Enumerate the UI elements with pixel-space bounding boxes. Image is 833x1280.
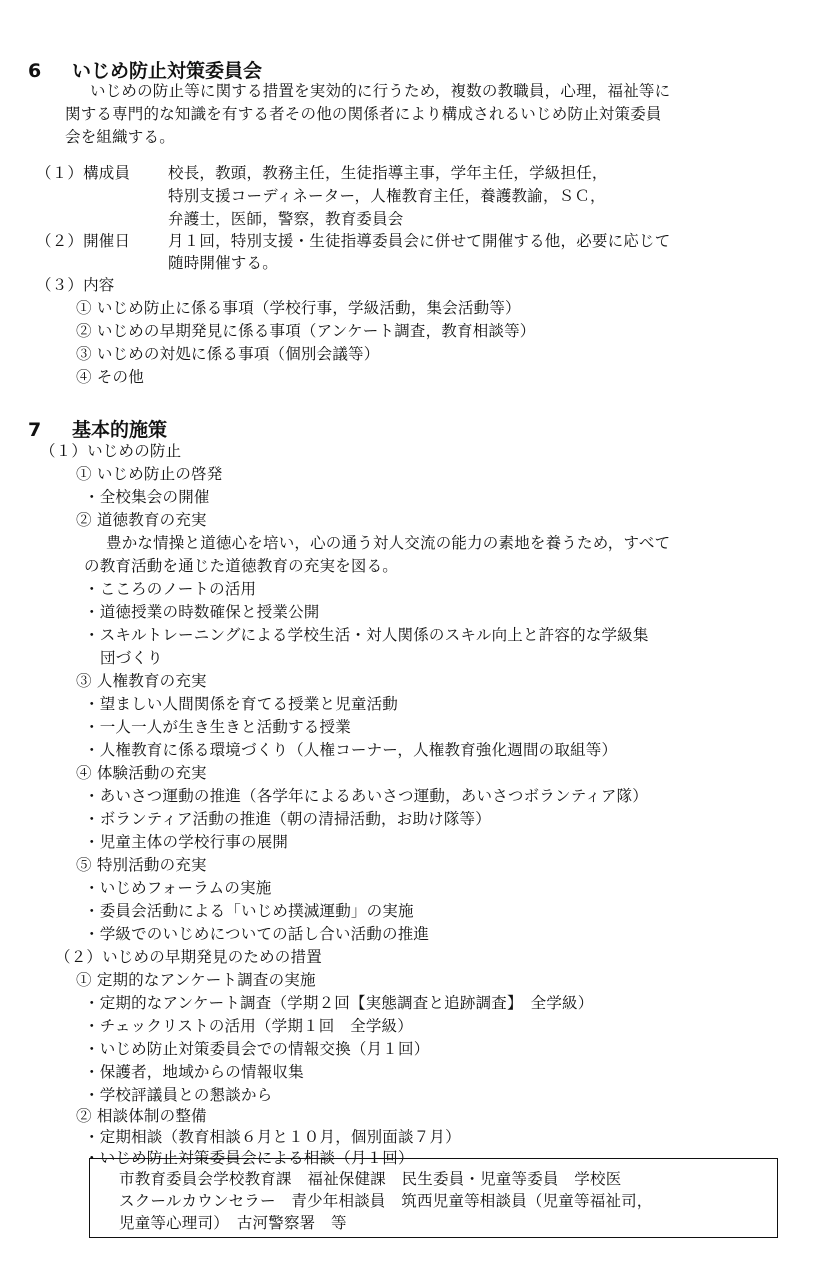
- section-6-heading: [28, 59, 262, 83]
- sub1-item-4-bullet-1: ・あいさつ運動の推進（各学年によるあいさつ運動，あいさつボランティア隊）: [84, 787, 648, 805]
- section-7-heading: [28, 418, 167, 442]
- sub1-item-4-bullet-3: ・児童主体の学校行事の展開: [84, 833, 289, 851]
- content-item-1: ① いじめ防止に係る事項（学校行事，学級活動，集会活動等）: [76, 299, 521, 317]
- section-6-intro-line-2: 関する専門的な知識を有する者その他の関係者により構成されるいじめ防止対策委員: [65, 105, 662, 123]
- sub2-label: （２）いじめの早期発見のための措置: [55, 948, 322, 966]
- content-item-2: ② いじめの早期発見に係る事項（アンケート調査，教育相談等）: [76, 322, 536, 340]
- sub1-item-3-bullet-2: ・一人一人が生き生きと活動する授業: [84, 718, 351, 736]
- sub2-item-2-bullet-1: ・定期相談（教育相談６月と１０月，個別面談７月）: [84, 1128, 461, 1146]
- sub1-item-4-bullet-2: ・ボランティア活動の推進（朝の清掃活動，お助け隊等）: [84, 810, 491, 828]
- sub2-item-1-bullet-1: ・定期的なアンケート調査（学期２回【実態調査と追跡調査】 全学級）: [84, 994, 594, 1012]
- sub1-item-5-bullet-2: ・委員会活動による「いじめ撲滅運動」の実施: [84, 902, 414, 920]
- box-line-3: 児童等心理司） 古河警察署 等: [119, 1214, 347, 1232]
- content-item-4: ④ その他: [76, 368, 144, 386]
- sub2-item-1-title: ① 定期的なアンケート調査の実施: [76, 971, 316, 989]
- sub2-item-1-bullet-3: ・いじめ防止対策委員会での情報交換（月１回）: [84, 1040, 430, 1058]
- sub1-item-2-desc-2: の教育活動を通じた道徳教育の充実を図る。: [84, 557, 399, 575]
- sub1-item-5-bullet-3: ・学級でのいじめについての話し合い活動の推進: [84, 925, 430, 943]
- box-line-2: スクールカウンセラー 青少年相談員 筑西児童等相談員（児童等福祉司，: [119, 1192, 653, 1210]
- schedule-label: （２）開催日: [36, 232, 131, 250]
- section-6-number: 6: [28, 60, 42, 82]
- sub1-item-5-title: ⑤ 特別活動の充実: [76, 856, 207, 874]
- sub1-item-3-bullet-3: ・人権教育に係る環境づくり（人権コーナー，人権教育強化週間の取組等）: [84, 741, 618, 759]
- sub1-item-1-bullet-1: ・全校集会の開催: [84, 488, 210, 506]
- sub1-label: （１）いじめの防止: [40, 442, 182, 460]
- section-7-number: 7: [28, 419, 42, 441]
- sub1-item-4-title: ④ 体験活動の充実: [76, 764, 207, 782]
- sub2-item-1-bullet-5: ・学校評議員との懇談から: [84, 1086, 273, 1104]
- sub2-item-1-bullet-4: ・保護者，地域からの情報収集: [84, 1063, 304, 1081]
- sub1-item-1-title: ① いじめ防止の啓発: [76, 465, 223, 483]
- sub1-item-2-bullet-3-cont: 団づくり: [100, 649, 163, 667]
- members-line-1: 校長，教頭，教務主任，生徒指導主事，学年主任，学級担任，: [168, 164, 608, 182]
- section-6-intro-line-3: 会を組織する。: [65, 128, 175, 146]
- sub1-item-2-bullet-2: ・道徳授業の時数確保と授業公開: [84, 603, 320, 621]
- content-label: （３）内容: [36, 276, 115, 294]
- members-line-2: 特別支援コーディネーター，人権教育主任，養護教諭，ＳＣ，: [168, 187, 606, 205]
- schedule-line-2: 随時開催する。: [168, 254, 278, 272]
- sub1-item-2-title: ② 道徳教育の充実: [76, 511, 207, 529]
- sub1-item-2-bullet-1: ・こころのノートの活用: [84, 580, 257, 598]
- sub1-item-5-bullet-1: ・いじめフォーラムの実施: [84, 879, 272, 897]
- section-6-title: いじめ防止対策委員会: [72, 60, 263, 82]
- sub1-item-2-bullet-3: ・スキルトレーニングによる学校生活・対人関係のスキル向上と許容的な学級集: [84, 626, 649, 644]
- members-line-3: 弁護士，医師，警察，教育委員会: [168, 210, 404, 228]
- members-label: （１）構成員: [36, 164, 131, 182]
- sub2-item-2-bullet-2: ・いじめ防止対策委員会による相談（月１回）: [84, 1149, 414, 1167]
- sub1-item-3-bullet-1: ・望ましい人間関係を育てる授業と児童活動: [84, 695, 399, 713]
- content-item-3: ③ いじめの対処に係る事項（個別会議等）: [76, 345, 380, 363]
- sub2-item-2-title: ② 相談体制の整備: [76, 1107, 207, 1125]
- section-7-title: 基本的施策: [72, 419, 168, 441]
- box-line-1: 市教育委員会学校教育課 福祉保健課 民生委員・児童等委員 学校医: [119, 1170, 622, 1188]
- sub1-item-2-desc-1: 豊かな情操と道徳心を培い，心の通う対人交流の能力の素地を養うため，すべて: [106, 534, 671, 552]
- sub2-item-1-bullet-2: ・チェックリストの活用（学期１回 全学級）: [84, 1017, 413, 1035]
- section-6-intro-line-1: いじめの防止等に関する措置を実効的に行うため，複数の教職員，心理，福祉等に: [90, 82, 671, 100]
- sub1-item-3-title: ③ 人権教育の充実: [76, 672, 207, 690]
- schedule-line-1: 月１回，特別支援・生徒指導委員会に併せて開催する他，必要に応じて: [168, 232, 671, 250]
